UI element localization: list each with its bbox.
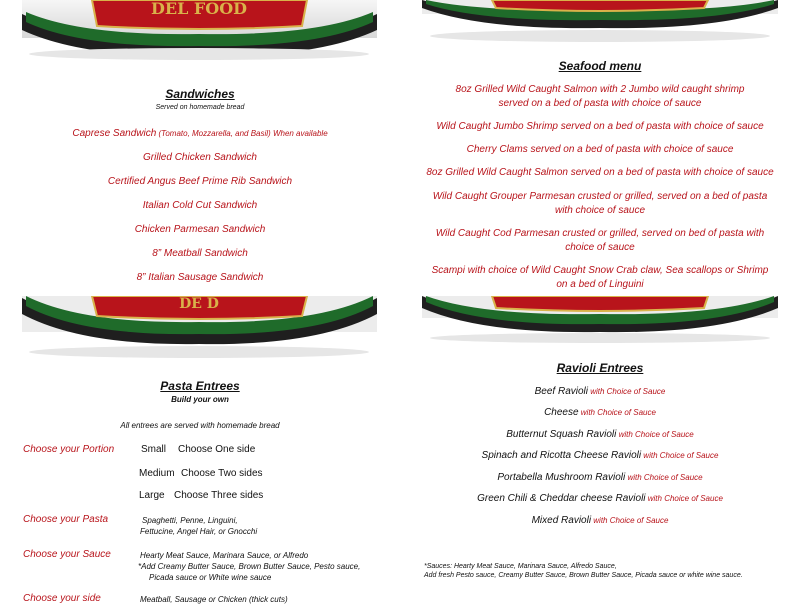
ravioli-item — [430, 472, 770, 483]
pasta-options-line2: Fettucine, Angel Hair, or Gnocchi — [140, 527, 258, 536]
portion-size: Small — [141, 444, 167, 455]
ravioli-note: with Choice of Sauce — [587, 387, 666, 396]
banner-mid-left — [22, 296, 377, 360]
sandwich-note: (Tomato, Mozzarella, and Basil) When available — [156, 129, 328, 138]
ravioli-item — [430, 386, 770, 397]
pasta-subtitle: Build your own — [171, 395, 229, 404]
sandwich-item — [30, 127, 370, 141]
pasta-intro: All entrees are served with homemade bread — [120, 421, 280, 430]
ravioli-name: Spinach and Ricotta Cheese Ravioli — [481, 450, 642, 461]
sandwich-item: 8” Meatball Sandwich — [152, 248, 248, 259]
ravioli-item — [430, 515, 770, 526]
sandwich-name: Caprese Sandwich — [72, 128, 157, 139]
banner-mid-left-text: DE D — [179, 296, 219, 312]
sandwich-item: 8” Italian Sausage Sandwich — [136, 272, 264, 283]
sauce-options-line3: Picada sauce or White wine sauce — [149, 573, 272, 582]
pasta-title: Pasta Entrees — [160, 379, 240, 393]
banner-mid-right — [422, 296, 778, 344]
portion-desc: Choose Two sides — [181, 468, 263, 479]
pasta-options-line1: Spaghetti, Penne, Linguini, — [142, 516, 238, 525]
pasta-label: Choose your Pasta — [23, 514, 109, 525]
seafood-item: Cherry Clams served on a bed of pasta with choice of sauce — [466, 144, 734, 155]
sides-label: Choose your side — [23, 593, 101, 604]
ravioli-name: Mixed Ravioli — [531, 515, 592, 526]
portion-desc: Choose Three sides — [174, 490, 264, 501]
sandwich-item: Chicken Parmesan Sandwich — [134, 224, 266, 235]
seafood-item: Wild Caught Jumbo Shrimp served on a bed of pasta with choice of sauce — [436, 121, 764, 132]
ravioli-item — [430, 407, 770, 418]
seafood-item: Scampi with choice of Wild Caught Snow Crab claw, Sea scallops or Shrimp on a bed of Linguini — [431, 265, 769, 290]
sandwiches-title: Sandwiches — [165, 87, 235, 101]
portion-size: Large — [139, 490, 165, 501]
portion-label: Choose your Portion — [23, 444, 115, 455]
ravioli-note: with Choice of Sauce — [625, 473, 703, 482]
ravioli-note: with Choice of Sauce — [591, 516, 669, 525]
ravioli-name: Green Chili & Cheddar cheese Ravioli — [477, 493, 646, 504]
sides-options: Meatball, Sausage or Chicken (thick cuts) — [140, 595, 288, 604]
ravioli-name: Butternut Squash Ravioli — [506, 429, 617, 440]
ravioli-footnote-line2: Add fresh Pesto sauce, Creamy Butter Sauce, Brown Butter Sauce, Picada sauce or white wine sauce. — [424, 572, 743, 579]
banner-top-right — [422, 0, 778, 42]
sauce-label: Choose your Sauce — [23, 549, 111, 560]
ravioli-name: Portabella Mushroom Ravioli — [497, 472, 626, 483]
seafood-item: Wild Caught Grouper Parmesan crusted or grilled, served on a bed of pasta with choice of sauce — [432, 191, 768, 216]
ravioli-name: Cheese — [544, 407, 579, 418]
banner-top-left — [22, 0, 377, 62]
sandwiches-subtitle: Served on homemade bread — [155, 104, 245, 111]
ravioli-note: with Choice of Sauce — [641, 451, 719, 460]
sandwich-item: Italian Cold Cut Sandwich — [142, 200, 258, 211]
ravioli-name: Beef Ravioli — [534, 386, 588, 397]
seafood-item: Wild Caught Cod Parmesan crusted or grilled, served on bed of pasta with choice of sauce — [435, 228, 765, 253]
sandwich-item: Certified Angus Beef Prime Rib Sandwich — [107, 176, 293, 187]
sauce-options-line1: Hearty Meat Sauce, Marinara Sauce, or Alfredo — [140, 551, 309, 560]
seafood-title: Seafood menu — [558, 59, 642, 73]
ravioli-item — [430, 493, 770, 504]
sauce-options-line2: *Add Creamy Butter Sauce, Brown Butter Sauce, Pesto sauce, — [138, 562, 361, 571]
ravioli-footnote-line1: *Sauces: Hearty Meat Sauce, Marinara Sauce, Alfredo Sauce, — [424, 563, 617, 570]
seafood-item: 8oz Grilled Wild Caught Salmon with 2 Jumbo wild caught shrimp served on a bed of pasta with choice of sauce — [455, 84, 745, 109]
sandwich-item: Grilled Chicken Sandwich — [143, 152, 257, 163]
ravioli-note: with Choice of Sauce — [645, 494, 723, 503]
seafood-item: 8oz Grilled Wild Caught Salmon served on a bed of pasta with choice of sauce — [426, 167, 774, 178]
ravioli-item — [430, 450, 770, 461]
ravioli-title: Ravioli Entrees — [556, 361, 644, 375]
banner-top-left-text: DEL FOOD — [151, 0, 247, 18]
portion-size: Medium — [139, 468, 175, 479]
ravioli-note: with Choice of Sauce — [578, 408, 656, 417]
portion-desc: Choose One side — [178, 444, 256, 455]
ravioli-note: with Choice of Sauce — [616, 430, 694, 439]
ravioli-item — [430, 429, 770, 440]
